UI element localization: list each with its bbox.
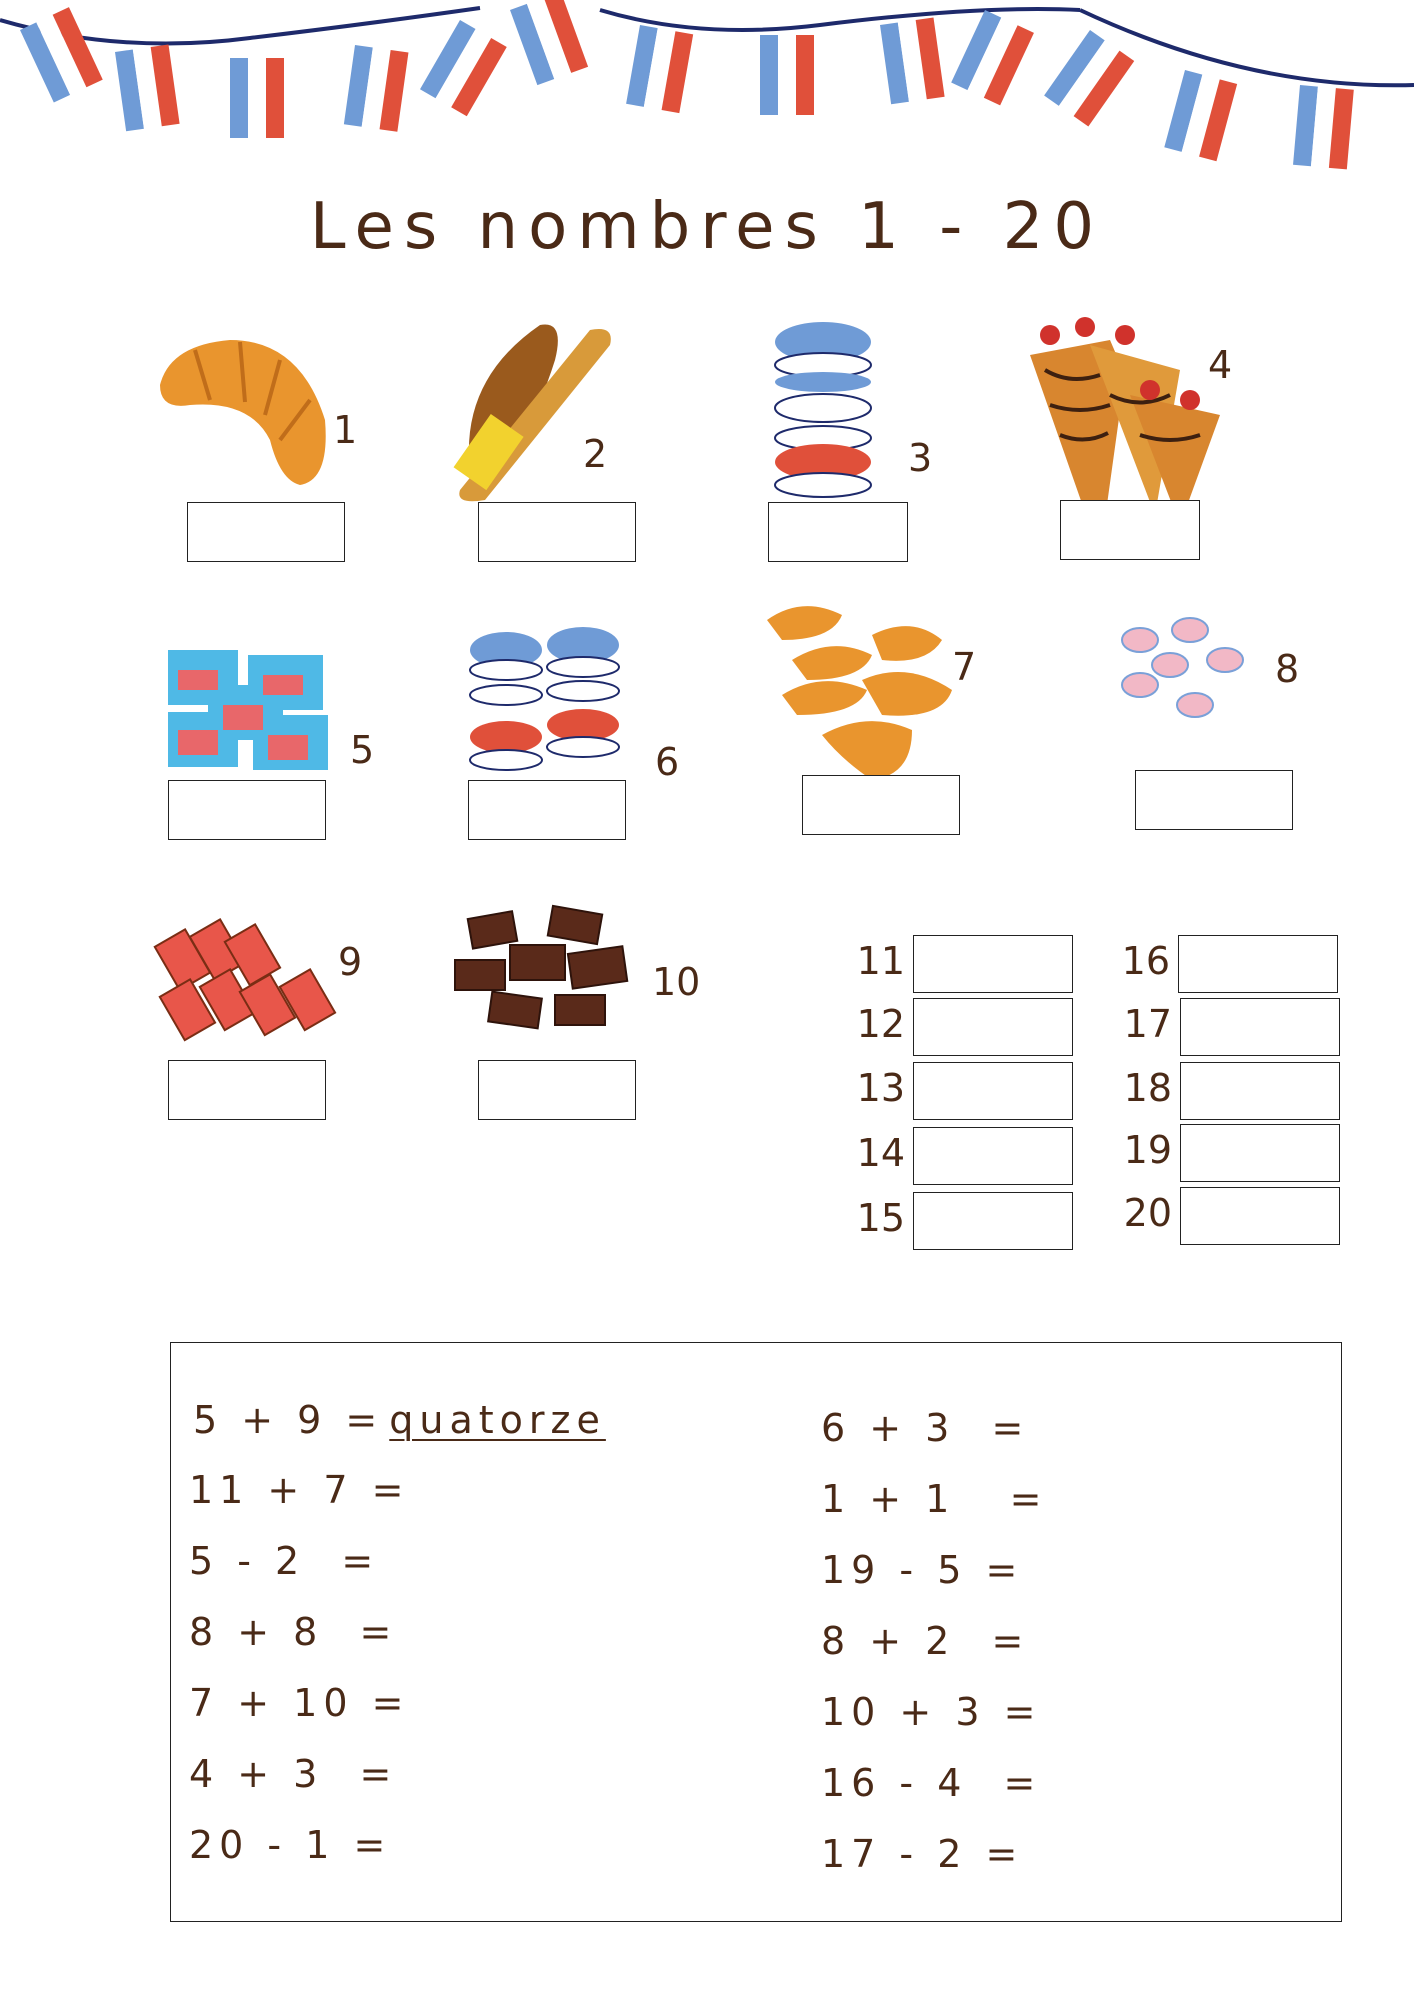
equation[interactable]: 8 + 8 =: [189, 1610, 398, 1654]
item-number: 6: [655, 740, 680, 784]
number-label: 11: [856, 939, 905, 983]
equation[interactable]: 11 + 7 =: [189, 1468, 410, 1512]
chocolate-pieces-icon: [455, 905, 635, 1035]
item-number: 4: [1208, 343, 1233, 387]
flag: [880, 17, 945, 104]
flag: [1164, 70, 1237, 161]
flag: [626, 25, 693, 113]
item-7: [762, 600, 992, 845]
item-1: [150, 330, 380, 570]
item-number: 10: [652, 960, 701, 1004]
item-number: 5: [350, 728, 375, 772]
answer-box-10[interactable]: [478, 1060, 636, 1120]
answer-box-12[interactable]: [913, 998, 1073, 1056]
item-number: 3: [908, 436, 933, 480]
equation[interactable]: 1 + 1 =: [821, 1477, 1048, 1521]
answer-box-20[interactable]: [1180, 1187, 1340, 1245]
item-9: [160, 915, 380, 1130]
chocolate-bars-icon: [160, 915, 350, 1045]
flag-bunting-decoration: [0, 0, 1414, 190]
math-exercise-panel: [170, 1342, 1342, 1922]
number-label: 17: [1123, 1002, 1172, 1046]
macarons-icon: [768, 320, 878, 500]
equation[interactable]: 20 - 1 =: [189, 1823, 392, 1867]
item-number: 1: [333, 408, 358, 452]
equation: [193, 1398, 606, 1442]
answer-box-19[interactable]: [1180, 1124, 1340, 1182]
number-label: 13: [856, 1066, 905, 1110]
equation-text: 5 + 9 =: [193, 1398, 384, 1442]
item-4: [1030, 315, 1260, 570]
number-label: 19: [1123, 1128, 1172, 1172]
equation[interactable]: 6 + 3 =: [821, 1406, 1030, 1450]
flag: [344, 45, 409, 132]
answer-box-2[interactable]: [478, 502, 636, 562]
item-6: [468, 625, 688, 850]
flag: [510, 0, 588, 85]
equation[interactable]: 17 - 2 =: [821, 1832, 1024, 1876]
answer-box-14[interactable]: [913, 1127, 1073, 1185]
equation[interactable]: 8 + 2 =: [821, 1619, 1030, 1663]
number-label: 16: [1121, 939, 1170, 983]
croissants-icon: [762, 600, 962, 780]
item-8: [1110, 615, 1310, 840]
answer-box-7[interactable]: [802, 775, 960, 835]
answer-box-15[interactable]: [913, 1192, 1073, 1250]
flag: [1044, 30, 1134, 127]
item-2: [440, 320, 650, 570]
item-number: 8: [1275, 647, 1300, 691]
flag: [115, 44, 180, 131]
equation[interactable]: 4 + 3 =: [189, 1752, 398, 1796]
flag: [760, 35, 814, 115]
answer-box-3[interactable]: [768, 502, 908, 562]
item-5: [168, 650, 388, 850]
number-label: 20: [1123, 1191, 1172, 1235]
number-label: 15: [856, 1196, 905, 1240]
equation[interactable]: 16 - 4 =: [821, 1761, 1042, 1805]
answer-box-6[interactable]: [468, 780, 626, 840]
number-label: 12: [856, 1002, 905, 1046]
answer-box-5[interactable]: [168, 780, 326, 840]
item-10: [455, 905, 715, 1130]
paris-stamps-icon: [168, 650, 328, 770]
page-title: Les nombres 1 - 20: [309, 190, 1105, 264]
number-label: 18: [1123, 1066, 1172, 1110]
flag: [951, 10, 1034, 105]
answer-box-4[interactable]: [1060, 500, 1200, 560]
flag: [20, 7, 103, 102]
example-answer: quatorze: [389, 1398, 606, 1442]
item-3: [768, 320, 968, 570]
equation[interactable]: 10 + 3 =: [821, 1690, 1042, 1734]
answer-box-17[interactable]: [1180, 998, 1340, 1056]
equation[interactable]: 5 - 2 =: [189, 1539, 380, 1583]
item-number: 7: [952, 645, 977, 689]
flag: [1293, 85, 1354, 169]
flag: [230, 58, 284, 138]
flag: [420, 20, 507, 116]
answer-box-9[interactable]: [168, 1060, 326, 1120]
answer-box-11[interactable]: [913, 935, 1073, 993]
answer-box-8[interactable]: [1135, 770, 1293, 830]
macarons-icon: [468, 625, 628, 775]
item-number: 9: [338, 940, 363, 984]
answer-box-13[interactable]: [913, 1062, 1073, 1120]
item-number: 2: [583, 432, 608, 476]
answer-box-16[interactable]: [1178, 935, 1338, 993]
number-label: 14: [856, 1131, 905, 1175]
equation[interactable]: 7 + 10 =: [189, 1681, 410, 1725]
croissant-icon: [150, 330, 340, 490]
answer-box-18[interactable]: [1180, 1062, 1340, 1120]
answer-box-1[interactable]: [187, 502, 345, 562]
candies-icon: [1110, 615, 1250, 735]
equation[interactable]: 19 - 5 =: [821, 1548, 1024, 1592]
